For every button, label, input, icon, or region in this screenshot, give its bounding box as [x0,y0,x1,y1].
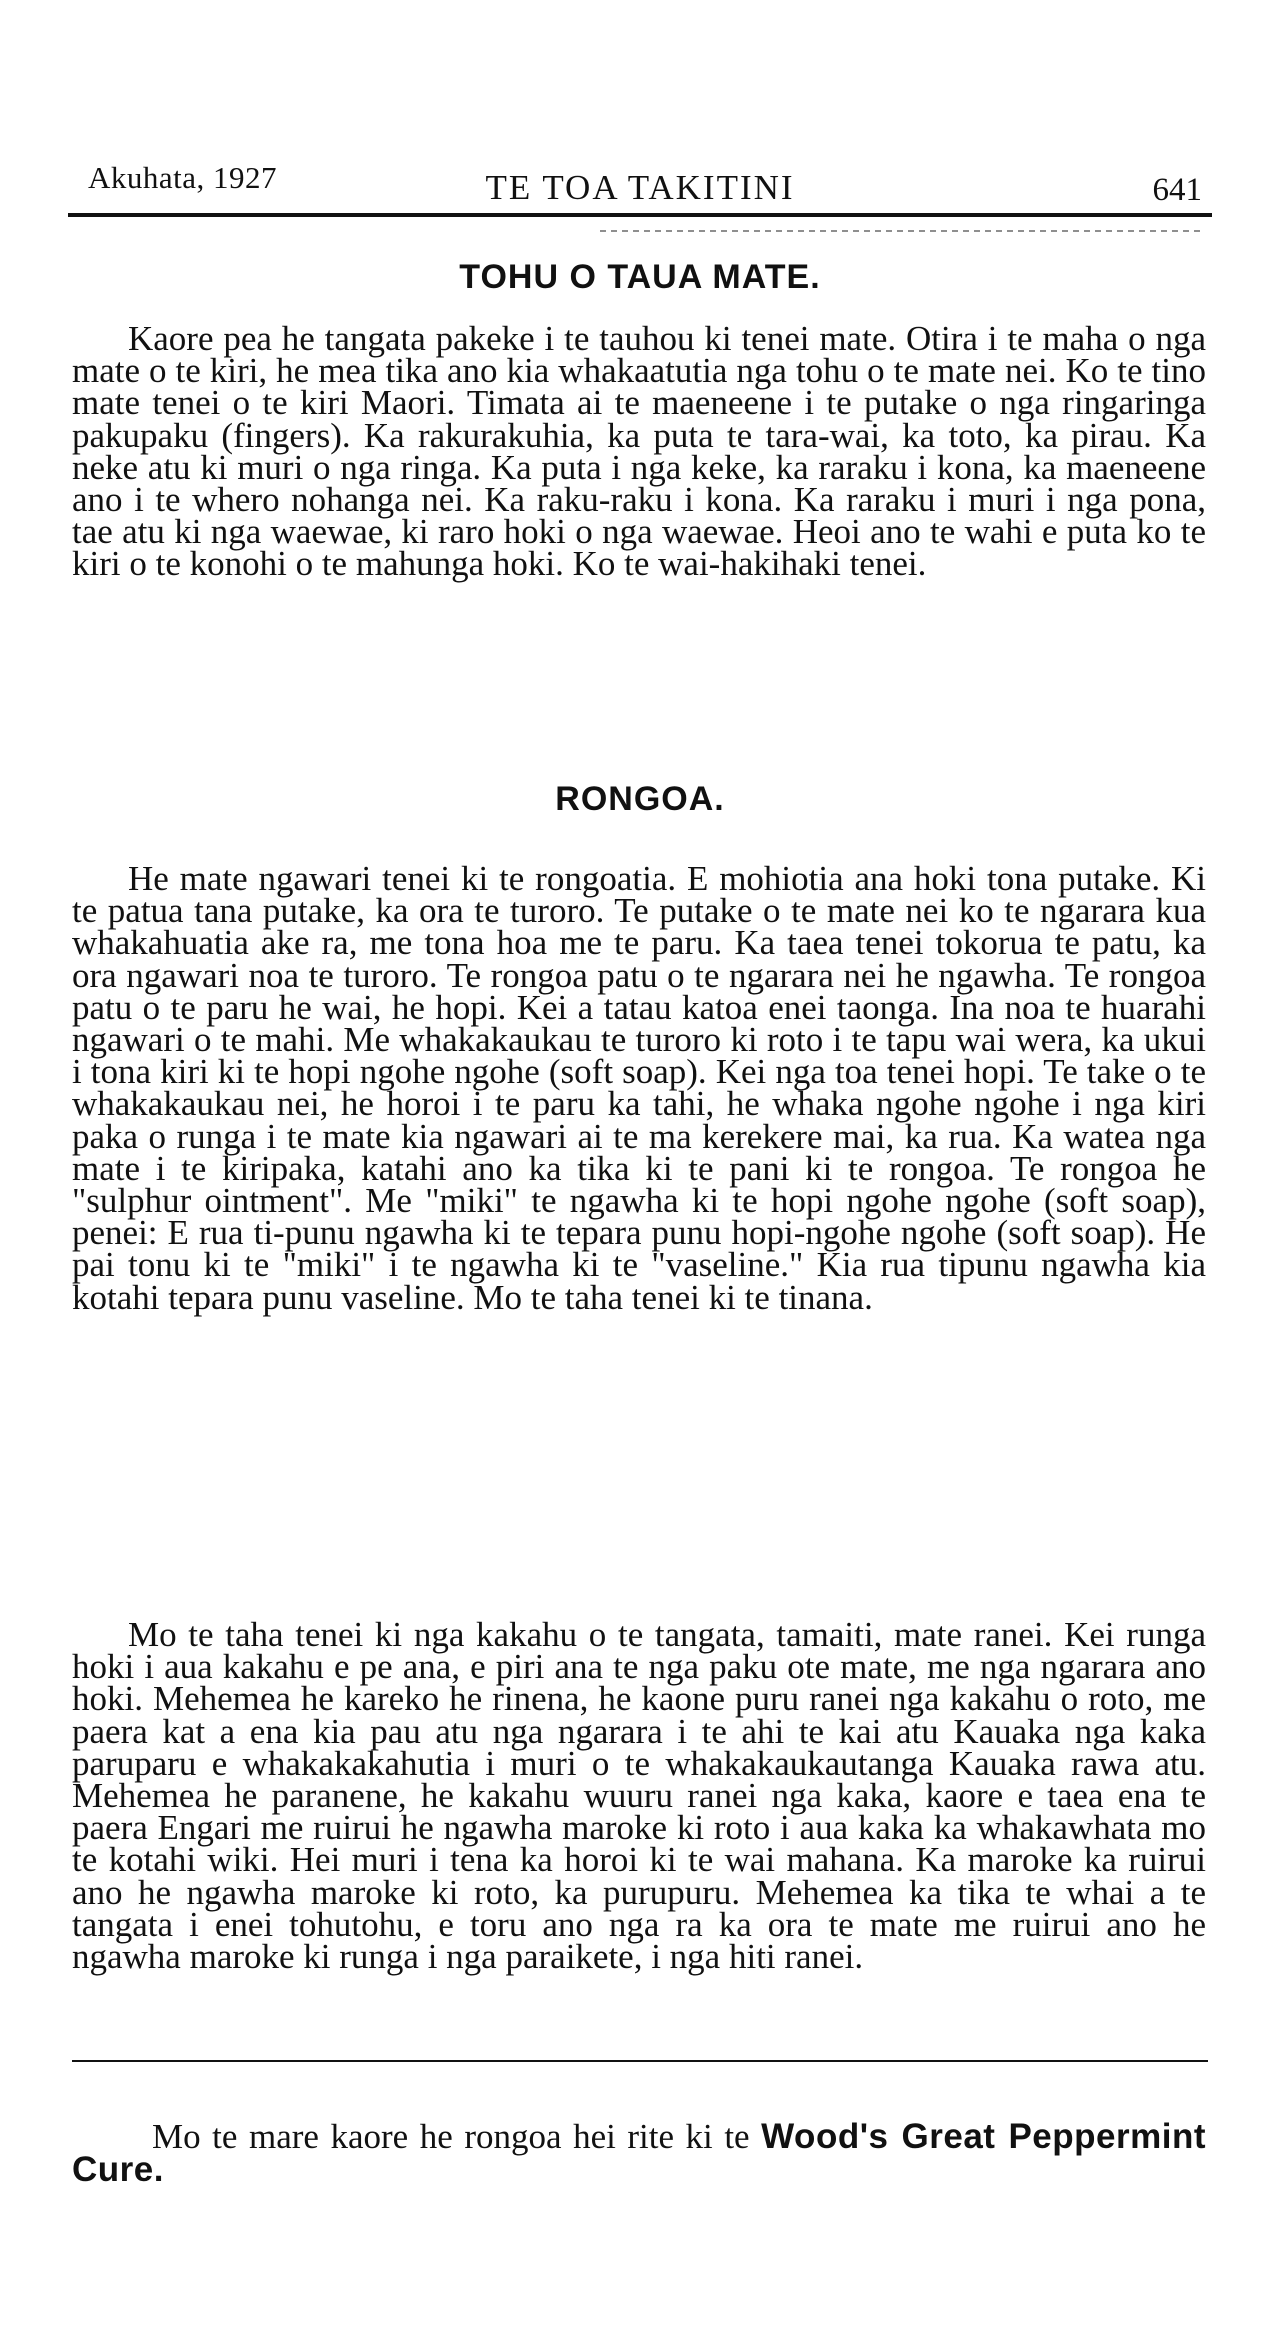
issue-date: Akuhata, 1927 [88,160,278,195]
advertisement-text: Mo te mare kaore he rongoa hei rite ki te [152,2117,750,2156]
header-rule-dotted [600,230,1200,232]
footer-rule [72,2060,1208,2062]
publication-title: TE TOA TAKITINI [485,168,795,207]
remedy-paragraph-2: Mo te taha tenei ki nga kakahu o te tangata, tamaiti, mate ranei. Kei runga hoki i aua kakahu e pe ana, e piri ana te nga paku ote mate, me nga ngarara ano hoki. Mehemea he kareko he rinena, he kaone puru ranei nga kakahu o roto, me paera kat a ena kia pau atu nga ngarara i te ahi te kai atu Kauaka nga kaka paruparu e whakakakahutia i muri o te whakakaukautanga Kauaka rawa atu. Mehemea he paranene, he kakahu wuuru ranei nga kaka, kaore e taea ena te paera Engari me ruirui he ngawha maroke ki roto i aua kaka ka whakawhata mo te kotahi wiki. Hei muri i tena ka horoi ki te wai mahana. Ka maroke ka ruirui ano he ngawha maroke ki roto, ka purupuru. Mehemea ka tika te whai a te tangata i enei tohutohu, e toru ano nga ra ka ora te mate me ruirui ano he ngawha maroke ki runga i nga paraikete, i nga hiti ranei. [72,1615,1206,1977]
section-title-remedy: RONGOA. [555,780,725,818]
header-rule [68,213,1212,217]
page-number: 641 [1152,172,1202,208]
product-name: Wood's Great Peppermint Cure. [72,2117,1206,2189]
symptoms-paragraph: Kaore pea he tangata pakeke i te tauhou ki tenei mate. Otira i te maha o nga mate o te kiri, he mea tika ano kia whakaatutia nga tohu o te mate nei. Ko te tino mate tenei o te kiri Maori. Timata ai te maeneene i te putake o nga ringaringa pakupaku (fingers). Ka rakurakuhia, ka puta te tara-wai, ka toto, ka pirau. Ka neke atu ki muri o nga ringa. Ka puta i nga keke, ka raraku i kona, ka maeneene ano i te whero nohanga nei. Ka raku-raku i kona. Ka raraku i muri i nga pona, tae atu ki nga waewae, ki raro hoki o nga waewae. Heoi ano te wahi e puta ko te kiri o te konohi o te mahunga hoki. Ko te wai-hakihaki tenei. [72,319,1206,584]
page-header [68,150,1212,210]
section-title-symptoms: TOHU O TAUA MATE. [459,258,821,296]
advertisement-footer [72,2117,1206,2189]
remedy-paragraph-1: He mate ngawari tenei ki te rongoatia. E mohiotia ana hoki tona putake. Ki te patua tana putake, ka ora te turoro. Te putake o te mate nei ko te ngarara kua whakahuatia ake ra, me tona hoa me te paru. Ka taea tenei tokorua te patu, ka ora ngawari noa te turoro. Te rongoa patu o te ngarara nei he ngawha. Te rongoa patu o te paru he wai, he hopi. Kei a tatau katoa enei taonga. Ina noa te huarahi ngawari o te mahi. Me whakakaukau te turoro ki roto i te tapu wai wera, ka ukui i tona kiri ki te hopi ngohe ngohe (soft soap). Kei nga toa tenei hopi. Te take o te whakakaukau nei, he horoi i te paru ka tahi, he whaka ngohe ngohe i nga kiri paka o runga i te mate kia ngawari ai te ma kerekere mai, ka rua. Ka watea nga mate i te kiripaka, katahi ano ka tika ki te pani ki te rongoa. Te rongoa he "sulphur ointment". Me "miki" te ngawha ki te hopi ngohe ngohe (soft soap), penei: E rua ti-punu ngawha ki te tepara punu hopi-ngohe ngohe (soft soap). He pai tonu ki te "miki" i te ngawha ki te "vaseline." Kia rua tipunu ngawha kia kotahi tepara punu vaseline. Mo te taha tenei ki te tinana. [72,859,1206,1317]
